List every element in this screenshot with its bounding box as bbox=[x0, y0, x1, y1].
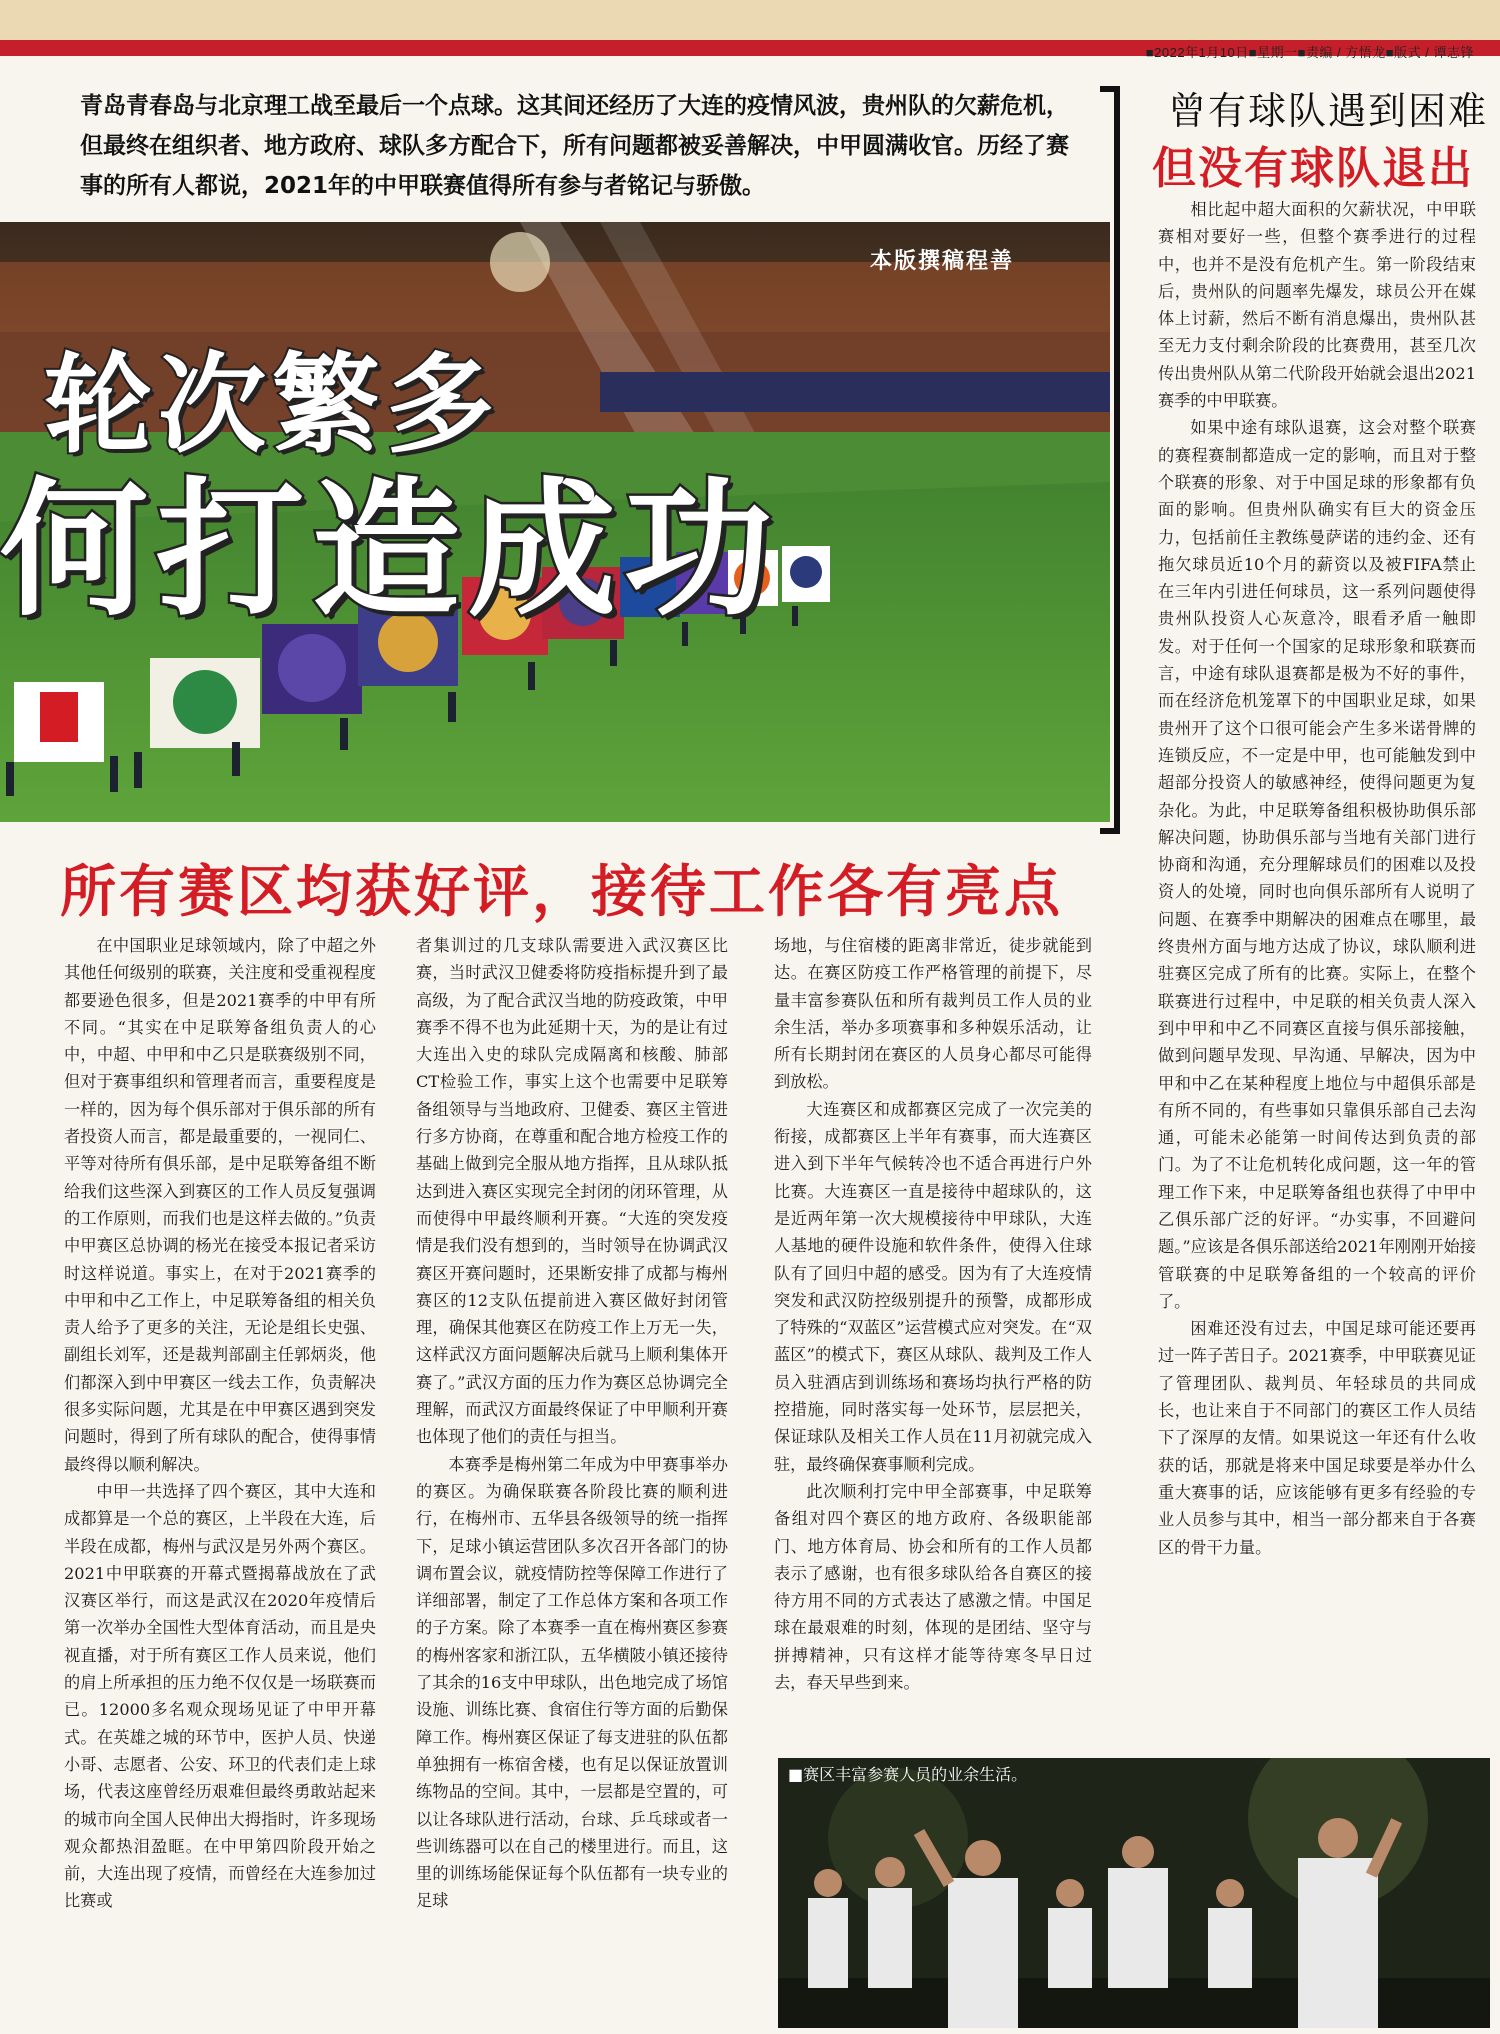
paragraph: 相比起中超大面积的欠薪状况，中甲联赛相对要好一些，但整个赛季进行的过程中，也并不是没有危机产生。第一阶段结束后，贵州队的问题率先爆发，球员公开在媒体上讨薪，然后不断有消息爆出，贵州队甚至无力支付剩余阶段的比赛费用，甚至几次传出贵州队从第二代阶段开始就会退出2021赛季的中甲联赛。 bbox=[1158, 200, 1476, 411]
paragraph: 场地，与住宿楼的距离非常近，徒步就能到达。在赛区防疫工作严格管理的前提下，尽量丰富参赛队伍和所有裁判员工作人员的业余生活，举办多项赛事和多种娱乐活动，让所有长期封闭在赛区的人员身心都尽可能得到放松。 bbox=[774, 936, 1092, 1092]
paragraph: 中甲一共选择了四个赛区，其中大连和成都算是一个总的赛区，上半段在大连，后半段在成都，梅州与武汉是另外两个赛区。2021中甲联赛的开幕式暨揭幕战放在了武汉赛区举行，而这是武汉在2020年疫情后第一次举办全国性大型体育活动，而且是央视直播，对于所有赛区工作人员来说，他们的肩上所承担的压力绝不仅仅是一场联赛而已。12000多名观众现场见证了中甲开幕式。在英雄之城的环节中，医护人员、快递小哥、志愿者、公安、环卫的代表们走上球场，代表这座曾经历艰难但最终勇敢站起来的城市向全国人民伸出大拇指时，许多现场观众都热泪盈眶。在中甲第四阶段开始之前，大连出现了疫情，而曾经在大连参加过比赛或 bbox=[64, 1481, 376, 1911]
article-column-2 bbox=[416, 932, 728, 1915]
article-column-1 bbox=[64, 932, 376, 1915]
paragraph: 者集训过的几支球队需要进入武汉赛区比赛，当时武汉卫健委将防疫指标提升到了最高级，为了配合武汉当地的防疫政策，中甲赛季不得不也为此延期十天，为的是让有过大连出入史的球队完成隔离和核酸、肺部CT检验工作，事实上这个也需要中足联筹备组领导与当地政府、卫健委、赛区主管进行多方协商，在尊重和配合地方检疫工作的基础上做到完全服从地方指挥，且从球队抵达到进入赛区实现完全封闭的闭环管理，从而使得中甲最终顺利开赛。“大连的突发疫情是我们没有想到的，当时领导在协调武汉赛区开赛问题时，还果断安排了成都与梅州赛区的12支队伍提前进入赛区做好封闭管理，确保其他赛区在防疫工作上万无一失，这样武汉方面问题解决后就马上顺利集体开赛了。”武汉方面的压力作为赛区总协调完全理解，而武汉方面最终保证了中甲顺利开赛也体现了他们的责任与担当。 bbox=[416, 936, 728, 1447]
paragraph: 此次顺利打完中甲全部赛事，中足联筹备组对四个赛区的地方政府、各级职能部门、地方体育局、协会和所有的工作人员都表示了感谢，也有很多球队给各自赛区的接待方用不同的方式表达了感激之情。中国足球在最艰难的时刻，体现的是团结、坚守与拼搏精神，只有这样才能等待寒冬早日过去，春天早些到来。 bbox=[774, 1481, 1092, 1693]
paragraph: 在中国职业足球领域内，除了中超之外其他任何级别的联赛，关注度和受重视程度都要逊色很多，但是2021赛季的中甲有所不同。“其实在中足联筹备组负责人的心中，中超、中甲和中乙只是联赛级别不同，但对于赛事组织和管理者而言，重要程度是一样的，因为每个俱乐部对于俱乐部的所有者投资人而言，都是最重要的，一视同仁、平等对待所有俱乐部，是中足联筹备组不断给我们这些深入到赛区的工作人员反复强调的工作原则，而我们也是这样去做的。”负责中甲赛区总协调的杨光在接受本报记者采访时这样说道。事实上，在对于2021赛季的中甲和中乙工作上，中足联筹备组的相关负责人给予了更多的关注，无论是组长史强、副组长刘军，还是裁判部副主任郭炳炎，他们都深入到中甲赛区一线去工作，负责解决很多实际问题，尤其是在中甲赛区遇到突发问题时，得到了所有球队的配合，使得事情最终得以顺利解决。 bbox=[64, 936, 376, 1474]
page-header-info: ■2022年1月10日■星期一■责编 / 方悟龙■版式 / 谭志锋 bbox=[1145, 45, 1474, 60]
paragraph: 如果中途有球队退赛，这会对整个联赛的赛程赛制都造成一定的影响，而且对于整个联赛的形象、对于中国足球的形象都有负面的影响。但贵州队确实有巨大的资金压力，包括前任主教练曼萨诺的违约金、还有拖欠球员近10个月的薪资以及被FIFA禁止在三年内引进任何球员，这一系列问题使得贵州队投资人心灰意冷，眼看矛盾一触即发。对于任何一个国家的足球形象和联赛而言，中途有球队退赛都是极为不好的事件，而在经济危机笼罩下的中国职业足球，如果贵州开了这个口很可能会产生多米诺骨牌的连锁反应，不一定是中甲，也可能触发到中超部分投资人的敏感神经，使得问题更为复杂化。为此，中足联筹备组积极协助俱乐部解决问题，协助俱乐部与当地有关部门进行协商和沟通，充分理解球员们的困难以及投资人的处境，同时也向俱乐部所有人说明了问题、在赛季中期解决的困难点在哪里，最终贵州方面与地方达成了协议，球队顺利进驻赛区完成了所有的比赛。实际上，在整个联赛进行过程中，中足联的相关负责人深入到中甲和中乙不同赛区直接与俱乐部接触，做到问题早发现、早沟通、早解决，因为中甲和中乙在某种程度上地位与中超俱乐部是有所不同的，有些事如只靠俱乐部自己去沟通，可能未必能第一时间传达到负责的部门。为了不让危机转化成问题，这一年的管理工作下来，中足联筹备组也获得了中甲中乙俱乐部广泛的好评。“办实事，不回避问题。”应该是各俱乐部送给2021年刚刚开始接管联赛的中足联筹备组的一个较高的评价了。 bbox=[1158, 418, 1476, 1311]
headline-line1: 轮次繁多 bbox=[44, 343, 501, 468]
lead-paragraph: 青岛青春岛与北京理工战至最后一个点球。这其间还经历了大连的疫情风波，贵州队的欠薪危机，但最终在组织者、地方政府、球队多方配合下，所有问题都被妥善解决，中甲圆满收官。历经了赛事的所有人都说，2021年的中甲联赛值得所有参与者铭记与骄傲。 bbox=[80, 93, 1069, 199]
players-celebration-photo bbox=[778, 1758, 1490, 2028]
top-cream-band bbox=[0, 0, 1500, 40]
photo-caption: ■赛区丰富参赛人员的业余生活。 bbox=[788, 1765, 1028, 1784]
headline-line2: 何打造成功 bbox=[0, 464, 780, 636]
sidebar-title-line2: 但没有球队退出 bbox=[1152, 143, 1474, 194]
section-heading: 所有赛区均获好评，接待工作各有亮点 bbox=[60, 860, 1063, 925]
paragraph: 本赛季是梅州第二年成为中甲赛事举办的赛区。为确保联赛各阶段比赛的顺利进行，在梅州市、五华县各级领导的统一指挥下，足球小镇运营团队多次召开各部门的协调布置会议，就疫情防控等保障工作进行了详细部署，制定了工作总体方案和各项工作的子方案。除了本赛季一直在梅州赛区参赛的梅州客家和浙江队，五华横陂小镇还接待了其余的16支中甲球队，出色地完成了场馆设施、训练比赛、食宿住行等方面的后勤保障工作。梅州赛区保证了每支进驻的队伍都单独拥有一栋宿舍楼，也有足以保证放置训练物品的空间。其中，一层都是空置的，可以让各球队进行活动，台球、乒乓球或者一些训练器可以在自己的楼里进行。而且，这里的训练场能保证每个队伍都有一块专业的足球 bbox=[416, 1454, 728, 1911]
sidebar-title-line1: 曾有球队遇到困难 bbox=[1168, 89, 1489, 133]
sidebar-column bbox=[1158, 196, 1476, 1561]
paragraph: 大连赛区和成都赛区完成了一次完美的衔接，成都赛区上半年有赛事，而大连赛区进入到下半年气候转冷也不适合再进行户外比赛。大连赛区一直是接待中超球队的，这是近两年第一次大规模接待中甲球队，大连人基地的硬件设施和软件条件，使得入住球队有了回归中超的感受。因为有了大连疫情突发和武汉防控级别提升的预警，成都形成了特殊的“双蓝区”运营模式应对突发。在“双蓝区”的模式下，赛区从球队、裁判及工作人员入驻酒店到训练场和赛场均执行严格的防控措施，同时落实每一处环节，层层把关，保证球队及相关工作人员在11月初就完成入驻，最终确保赛事顺利完成。 bbox=[774, 1099, 1092, 1474]
paragraph: 困难还没有过去，中国足球可能还要再过一阵子苦日子。2021赛季，中甲联赛见证了管理团队、裁判员、年轻球员的共同成长，也让来自于不同部门的赛区工作人员结下了深厚的友情。如果说这一年还有什么收获的话，那就是将来中国足球要是举办什么重大赛事的话，应该能够有更多有经验的专业人员参与其中，相当一部分都来自于各赛区的骨干力量。 bbox=[1158, 1319, 1476, 1557]
article-byline: 本版撰稿程善 bbox=[870, 249, 1015, 274]
article-column-3 bbox=[774, 932, 1092, 1696]
